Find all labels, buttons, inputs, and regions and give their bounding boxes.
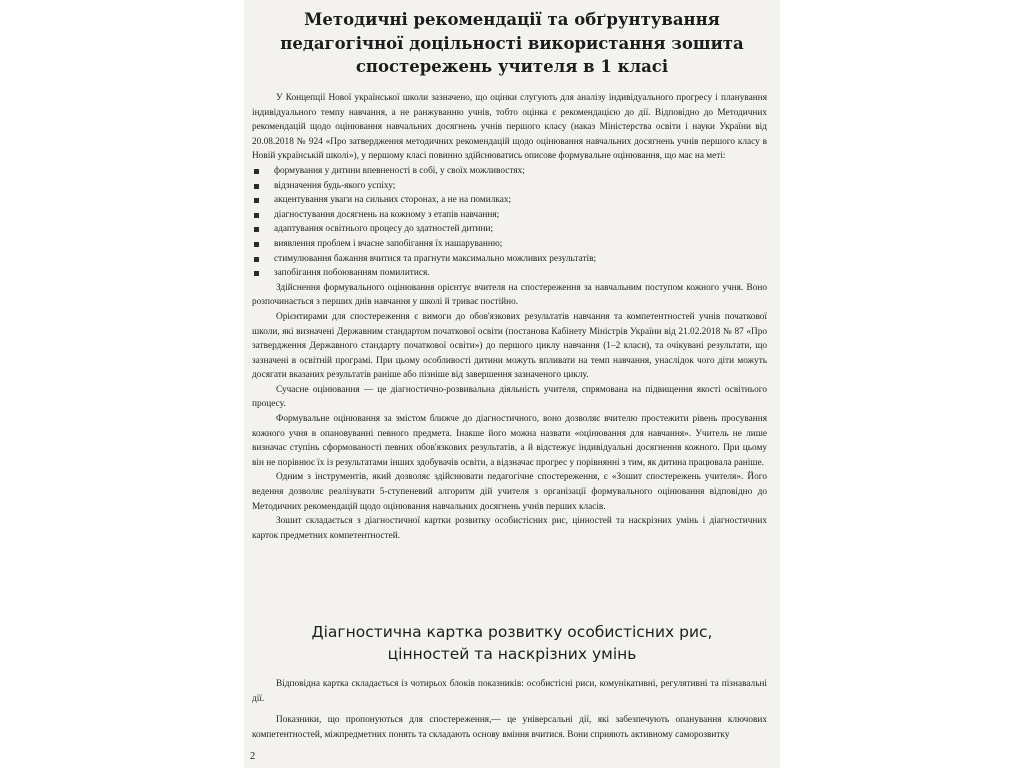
paragraph: Зошит складається з діагностичної картки розвитку особистісних рис, цінностей та наскрізних умінь і діагностичних карток предметних компетентностей. (252, 516, 767, 541)
intro-paragraph: У Концепції Нової української школи зазначено, що оцінки слугують для аналізу індивідуального прогресу і планування індивідуального темпу навчання, а не ранжуванню учнів, тобто оцінка є рекомендацією до дії. Відповідно до Методичних рекомендацій щодо оцінювання навчальних досягнень учнів першого класу (наказ Міністерства освіти і науки України від 20.08.2018 № 924 «Про затвердження методичних рекомендацій щодо оцінювання навчальних досягнень учнів першого класу в Новій українській школі»), у першому класі повинно здійснюватись описове формувальне оцінювання, що має на меті: (252, 93, 767, 162)
paragraph: Формувальне оцінювання за змістом ближче до діагностичного, воно дозволяє вчителю простежити рівень просування кожного учня в опановуванні певного предмета. Інакше його можна назвати «оцінювання для навчання». Учитель не лише визначає ступінь сформованості певних обов'язкових результатів, а й відстежує індивідуальні досягнення кожного. При цьому він не порівнює їх із результатами інших здобувачів освіти, а відзначає прогрес у порівнянні з тим, як дитина працювала раніше. (252, 414, 767, 468)
list-item-text: відзначення будь-якого успіху; (274, 180, 396, 191)
bullet-square-icon (254, 169, 259, 174)
title-line: педагогічної доцільності використання зошита (280, 33, 744, 53)
list-item (252, 164, 767, 179)
list-item-text: стимулювання бажання вчитися та прагнути максимально можливих результатів; (274, 253, 597, 264)
paragraph: Здійснення формувального оцінювання орієнтує вчителя на спостереження за навчальним поступом кожного учня. Воно розпочинається з перших днів навчання у школі й триває постійно. (252, 282, 767, 308)
paragraph: Одним з інструментів, який дозволяє здійснювати педагогічне спостереження, є «Зошит спостережень учителя». Його ведення дозволяє реалізувати 5-ступеневий алгоритм дій учителя з організації формувального оцінювання відповідно до Методичних рекомендацій щодо оцінювання навчальних досягнень учнів перших класів. (252, 472, 767, 512)
bullet-square-icon (254, 257, 259, 262)
bullet-square-icon (254, 271, 259, 276)
list-item (252, 208, 767, 223)
section-text (252, 677, 767, 749)
paragraph: Відповідна картка складається із чотирьох блоків показників: особистісні риси, комунікативні, регулятивні та пізнавальні дії. (252, 679, 767, 704)
title-line: спостережень учителя в 1 класі (355, 57, 669, 76)
document-page (244, 0, 780, 768)
list-item-text: формування у дитини впевненості в собі, у своїх можливостях; (274, 165, 525, 176)
section-heading-line: Діагностична картка розвитку особистісних рис, (311, 623, 713, 641)
bullet-square-icon (254, 198, 259, 203)
aims-list (252, 164, 767, 281)
list-item-text: запобігання побоюванням помилитися. (274, 268, 430, 279)
bullet-square-icon (254, 242, 259, 247)
list-item-text: акцентування уваги на сильних сторонах, а не на помилках; (274, 195, 512, 206)
list-item (252, 237, 767, 252)
bullet-square-icon (254, 184, 259, 189)
list-item-text: діагностування досягнень на кожному з етапів навчання; (274, 209, 500, 220)
list-item (252, 222, 767, 237)
list-item (252, 252, 767, 267)
list-item (252, 266, 767, 281)
list-item-text: виявлення проблем і вчасне запобігання їх нашаруванню; (274, 238, 503, 249)
paragraph: Показники, що пропонуються для спостереження,— це універсальні дії, які забезпечують опанування ключових компетентностей, міжпредметних понять та складають основу вміння вчитися. Вони сприяють активному саморозвитку (252, 715, 767, 740)
section-heading (244, 621, 780, 665)
page-title (244, 8, 780, 79)
bullet-square-icon (254, 213, 259, 218)
list-item (252, 193, 767, 208)
bullet-square-icon (254, 227, 259, 232)
section-heading-line: цінностей та наскрізних умінь (387, 645, 637, 663)
paragraph: Сучасне оцінювання — це діагностично-розвивальна діяльність учителя, спрямована на підвищення якості освітнього процесу. (252, 384, 767, 410)
main-text (252, 91, 767, 543)
list-item-text: адаптування освітнього процесу до здатностей дитини; (274, 224, 494, 235)
title-line: Методичні рекомендації та обґрунтування (304, 10, 720, 29)
paragraph: Орієнтирами для спостереження є вимоги до обов'язкових результатів навчання та компетентностей учнів початкової школи, які визначені Державним стандартом початкової освіти (постанова Кабінету Міністрів України від 21.02.2018 № 87 «Про затвердження Державного стандарту початкової освіти») до першого циклу навчання (1–2 класи), та очікувані результати, що зазначені в освітній програмі. При цьому особливості дитини можуть впливати на темп навчання, унаслідок чого діти можуть досягати вказаних результатів раніше або пізніше від завершення зазначеного циклу. (252, 311, 767, 381)
list-item (252, 179, 767, 194)
page-number: 2 (250, 751, 256, 762)
